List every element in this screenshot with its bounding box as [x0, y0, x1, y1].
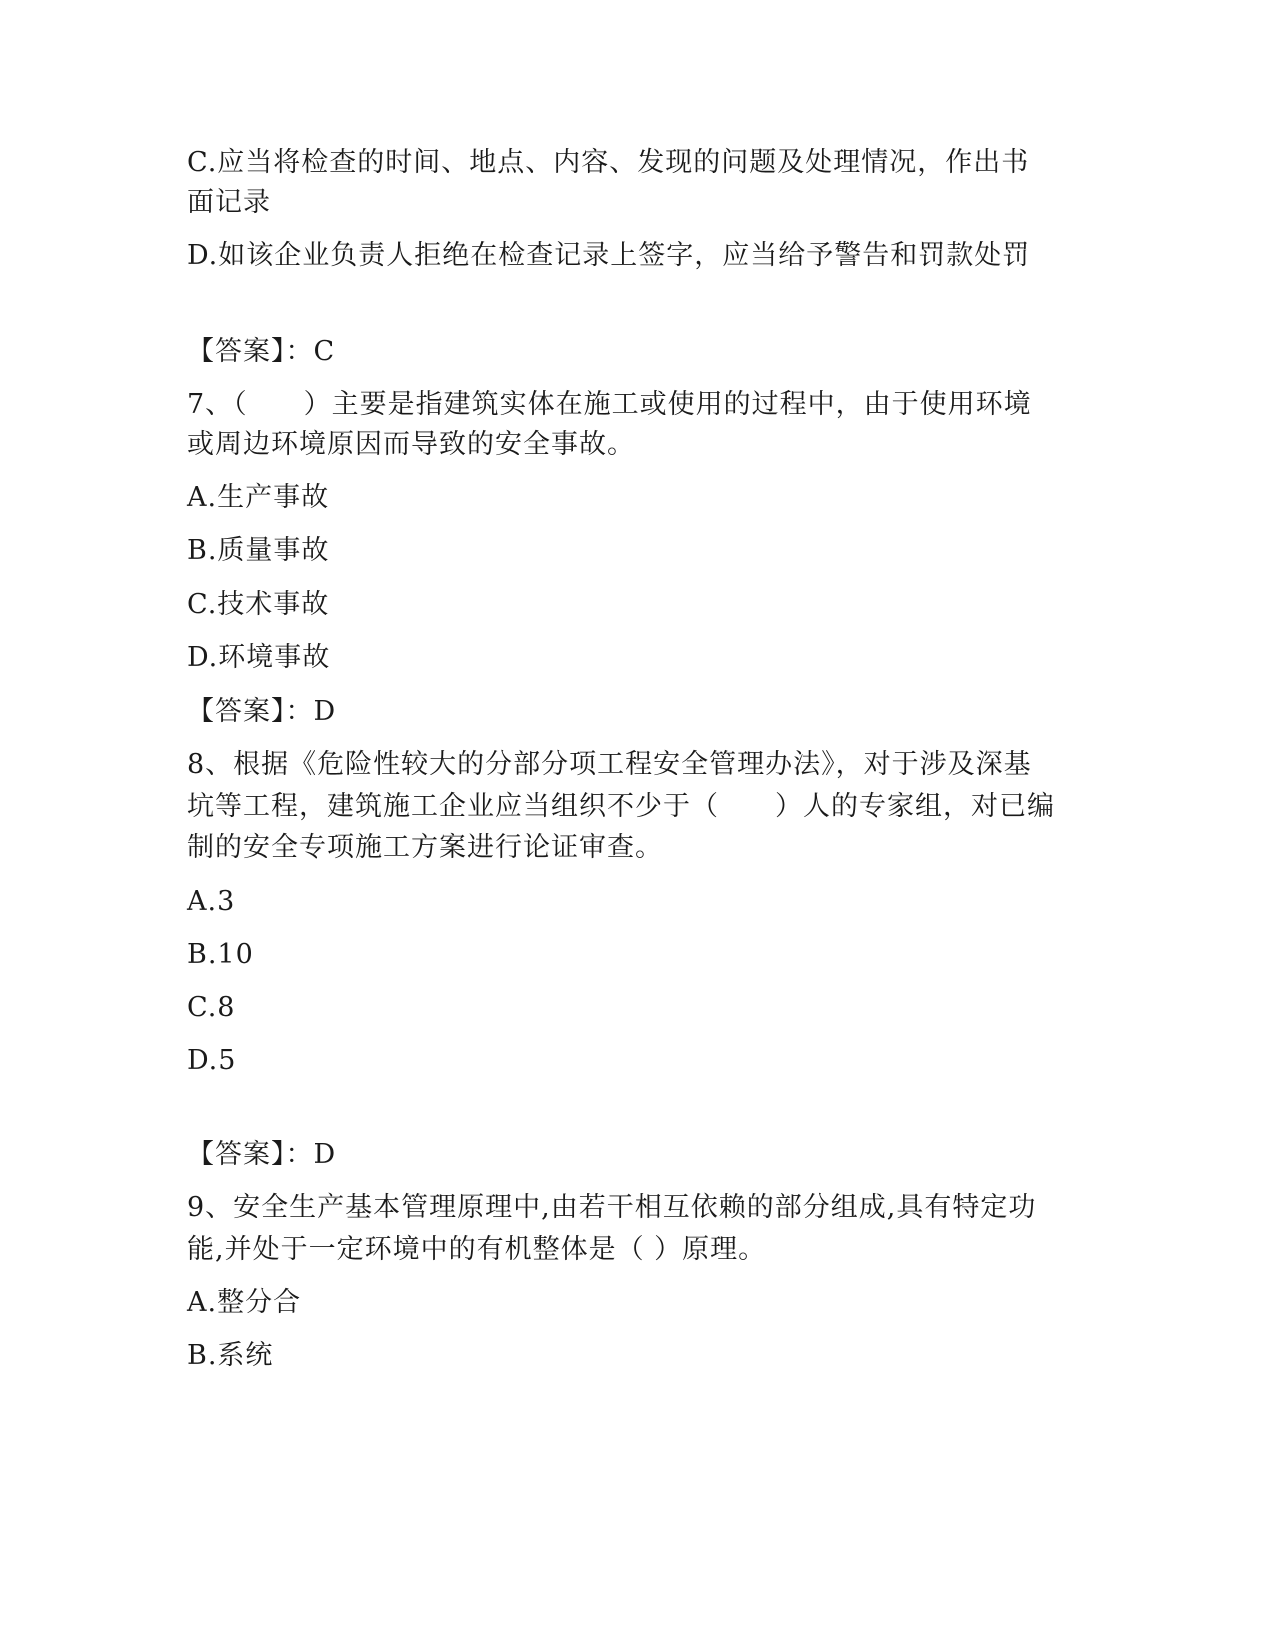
- q8-stem-line-2: 坑等工程，建筑施工企业应当组织不少于（ ）人的专家组，对已编: [187, 791, 1055, 822]
- q7-option-c: C.技术事故: [187, 589, 330, 620]
- q7-stem-line-1: 7、（ ）主要是指建筑实体在施工或使用的过程中，由于使用环境: [187, 389, 1032, 420]
- q9-stem-line-2: 能,并处于一定环境中的有机整体是（ ）原理。: [187, 1234, 767, 1265]
- q8-option-d: D.5: [187, 1045, 237, 1076]
- q7-answer: 【答案】：D: [187, 696, 337, 727]
- q6-option-c-line-1: C.应当将检查的时间、地点、内容、发现的问题及处理情况，作出书: [187, 147, 1030, 178]
- q6-answer: 【答案】：C: [187, 336, 336, 367]
- q6-option-c-line-2: 面记录: [187, 187, 271, 218]
- q7-option-b: B.质量事故: [187, 535, 330, 566]
- q8-option-b: B.10: [187, 939, 254, 970]
- q6-option-d: D.如该企业负责人拒绝在检查记录上签字，应当给予警告和罚款处罚: [187, 240, 1031, 271]
- q7-stem-line-2: 或周边环境原因而导致的安全事故。: [187, 429, 635, 460]
- q9-option-b: B.系统: [187, 1340, 274, 1371]
- q9-option-a: A.整分合: [187, 1287, 302, 1318]
- q8-option-a: A.3: [187, 886, 236, 917]
- q8-stem-line-3: 制的安全专项施工方案进行论证审查。: [187, 832, 663, 863]
- q8-stem-line-1: 8、根据《危险性较大的分部分项工程安全管理办法》，对于涉及深基: [187, 749, 1032, 780]
- q7-option-d: D.环境事故: [187, 642, 331, 673]
- q8-option-c: C.8: [187, 992, 236, 1023]
- q9-stem-line-1: 9、安全生产基本管理原理中,由若干相互依赖的部分组成,具有特定功: [187, 1192, 1037, 1223]
- q7-option-a: A.生产事故: [187, 482, 330, 513]
- q8-answer: 【答案】：D: [187, 1139, 337, 1170]
